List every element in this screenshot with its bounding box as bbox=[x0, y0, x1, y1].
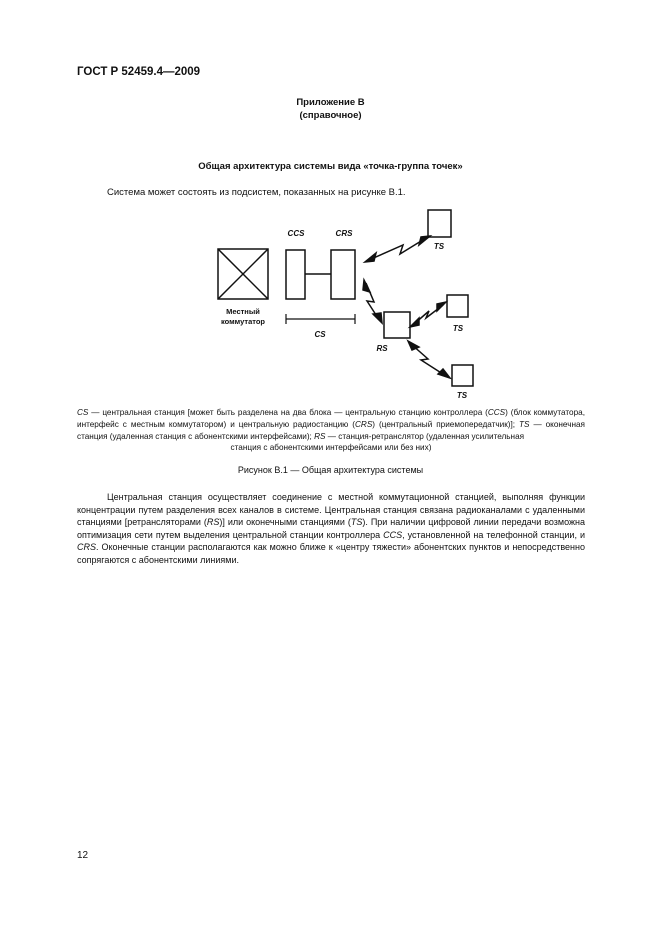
ts3-label: TS bbox=[456, 391, 468, 400]
body-run-4: ). При наличии цифровой линии передачи возможна оптимизация сети путем выделения центральной станции контроллера bbox=[77, 517, 585, 540]
appendix-title: Приложение В bbox=[296, 97, 365, 108]
rs-box bbox=[384, 312, 410, 338]
appendix-subtitle: (справочное) bbox=[299, 110, 362, 121]
cs-span-marker bbox=[286, 314, 355, 324]
body-run-3: TS bbox=[350, 517, 363, 528]
ts2-box bbox=[447, 295, 468, 317]
radio-link-rs-ts2 bbox=[410, 302, 446, 327]
radio-link-crs-rs bbox=[363, 280, 382, 323]
crs-block bbox=[331, 250, 355, 299]
document-header: ГОСТ Р 52459.4—2009 bbox=[77, 66, 201, 78]
crs-label: CRS bbox=[335, 229, 353, 238]
legend-run-0: CS bbox=[77, 408, 89, 417]
legend-run-9: — станция-ретранслятор (удаленная усилительная bbox=[325, 431, 525, 441]
body-paragraph bbox=[77, 491, 585, 567]
local-switch-icon bbox=[218, 249, 268, 299]
legend-run-2: CCS bbox=[487, 408, 506, 417]
body-run-5: CCS bbox=[383, 529, 403, 540]
switch-label-line2: коммутатор bbox=[221, 317, 265, 326]
body-run-7: CRS bbox=[77, 542, 97, 553]
body-run-6: , установленной на телефонной станции, и bbox=[402, 529, 585, 540]
body-run-1: RS bbox=[206, 517, 220, 528]
switch-label-line1: Местный bbox=[226, 307, 260, 316]
ts2-label: TS bbox=[452, 324, 464, 333]
legend-last-line: станция с абонентскими интерфейсами или без них) bbox=[230, 443, 432, 453]
ccs-label: CCS bbox=[287, 229, 305, 238]
legend-run-4: CRS bbox=[355, 419, 373, 429]
intro-paragraph: Система может состоять из подсистем, показанных на рисунке В.1. bbox=[107, 187, 406, 198]
legend-run-7: — оконечная станция (удаленная станция с абонентскими интерфейсами); bbox=[77, 419, 585, 441]
ts3-box bbox=[452, 365, 473, 386]
figure-legend bbox=[77, 407, 585, 454]
legend-run-5: ) (центральный приемопередатчик)]; bbox=[372, 419, 520, 429]
body-run-0: Центральная станция осуществляет соединение с местной коммутационной станцией, выполняя функции концентрации путем разделения всех каналов в системе. Центральная станция связана радиоканалами с удаленными станциями [ретрансляторами ( bbox=[77, 492, 585, 528]
body-run-2: )] или оконечными станциями ( bbox=[219, 517, 351, 528]
section-title: Общая архитектура системы вида «точка-группа точек» bbox=[198, 161, 463, 172]
radio-link-rs-ts3 bbox=[408, 341, 450, 378]
legend-run-1: — центральная станция [может быть разделена на два блока — центральную станцию контроллера ( bbox=[88, 408, 488, 417]
body-text bbox=[77, 491, 585, 567]
cs-label: CS bbox=[314, 330, 326, 339]
ts1-label: TS bbox=[433, 242, 445, 251]
ccs-block bbox=[286, 250, 305, 299]
legend-run-3: ) (блок коммутатора, интерфейс с местным коммутатором) и центральную радиостанцию ( bbox=[77, 408, 585, 429]
figure-caption: Рисунок В.1 — Общая архитектура системы bbox=[237, 465, 424, 475]
legend-run-8: RS bbox=[314, 431, 326, 441]
rs-label: RS bbox=[376, 344, 388, 353]
radio-link-crs-ts1 bbox=[365, 236, 430, 262]
page-number: 12 bbox=[77, 850, 89, 861]
ts1-box bbox=[428, 210, 451, 237]
body-run-8: . Оконечные станции располагаются как можно ближе к «центру тяжести» абонентских пунктов и непосредственно сопрягаются с абонентскими линиями. bbox=[77, 542, 585, 565]
legend-run-6: TS bbox=[519, 419, 530, 429]
legend-text bbox=[77, 408, 585, 441]
architecture-diagram bbox=[190, 200, 490, 400]
appendix-heading bbox=[0, 96, 661, 122]
